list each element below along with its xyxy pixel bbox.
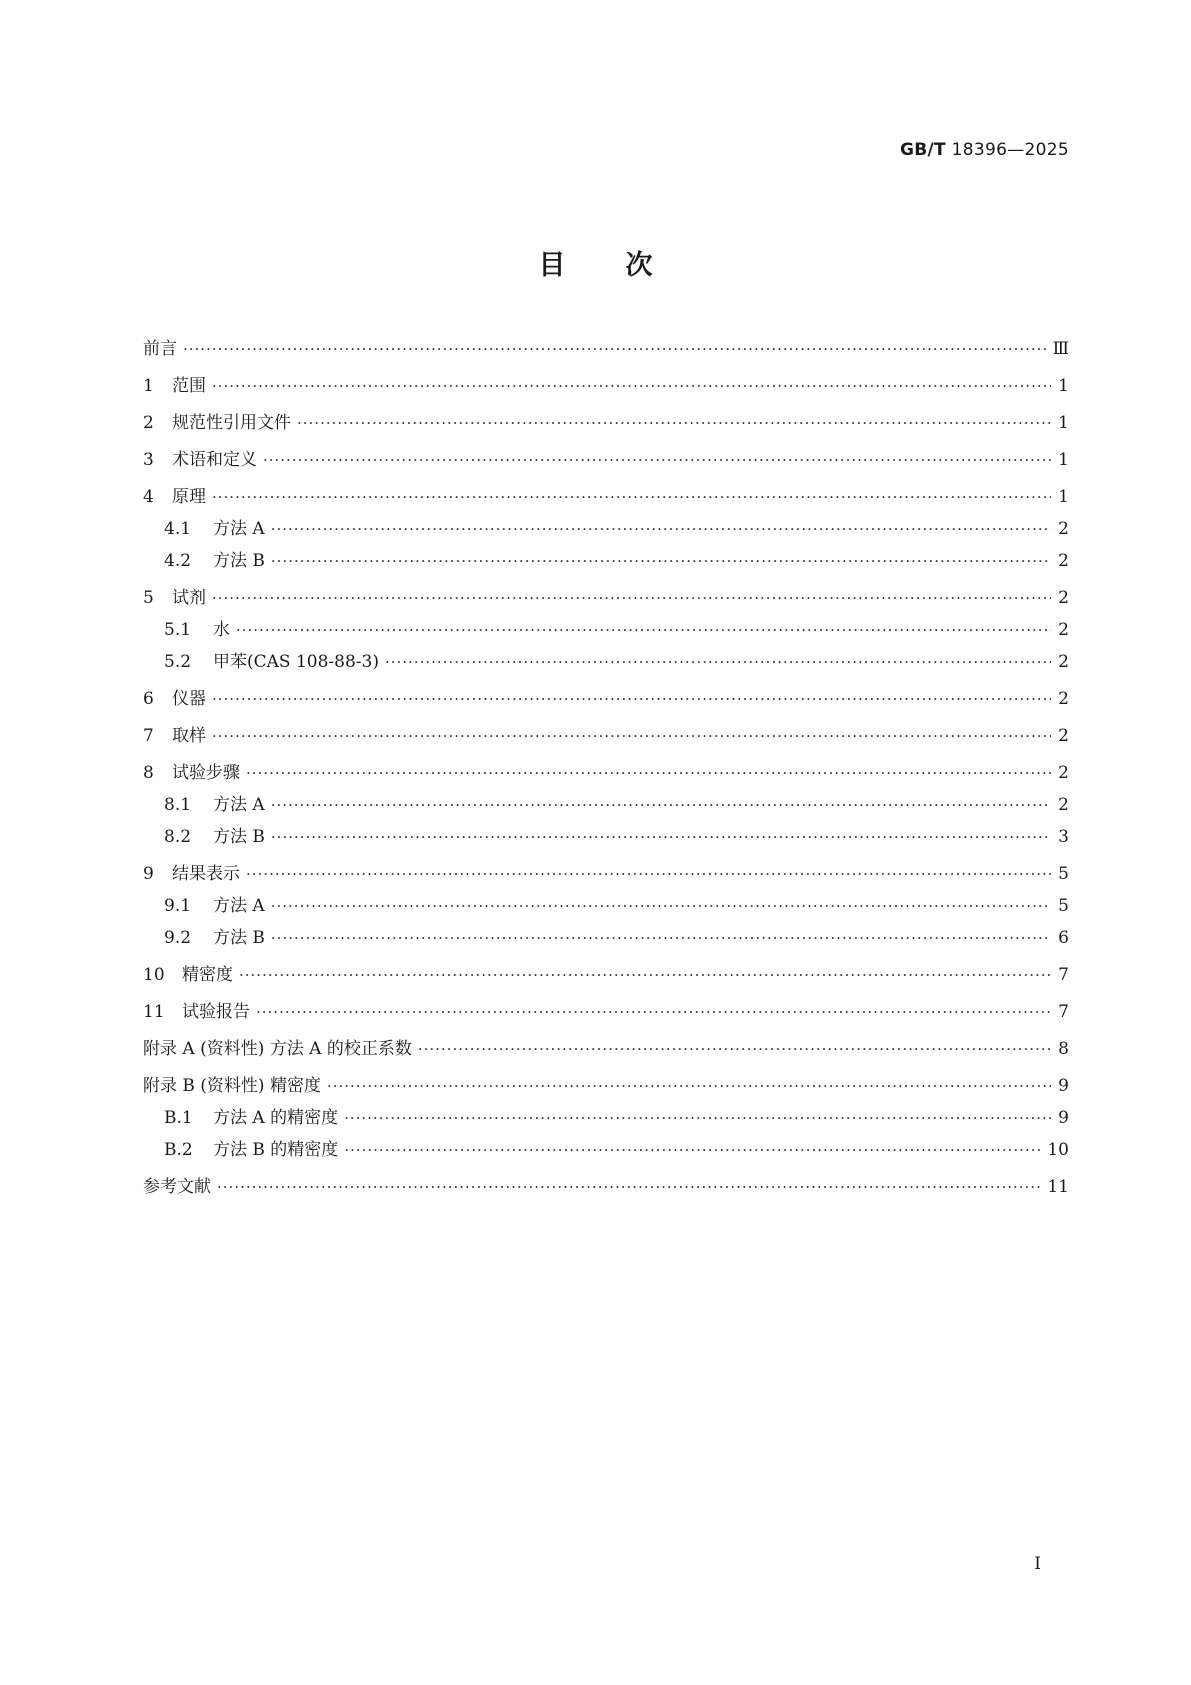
toc-entry[interactable] [143,550,1069,572]
toc-entry-page: 2 [1058,519,1069,539]
toc-entry-page: 3 [1058,827,1069,847]
toc-entry-page: 1 [1058,376,1069,396]
toc-entry-text: 甲苯(CAS 108-88-3) [213,652,379,672]
toc-entry-page: 10 [1047,1140,1069,1160]
toc-entry[interactable] [143,338,1069,360]
toc-entry[interactable] [143,518,1069,540]
standard-number: 18396—2025 [951,140,1069,160]
toc-entry-label [143,651,379,673]
toc-entry-label [143,895,265,917]
toc-entry-page: 9 [1058,1108,1069,1128]
dot-leader [212,587,1051,609]
toc-entry-text: 方法 A 的精密度 [213,1108,339,1128]
toc-entry-page: 2 [1058,620,1069,640]
toc-entry-label [143,412,291,434]
dot-leader [297,412,1051,434]
toc-entry-label [143,927,265,949]
toc-entry-text: 仪器 [172,689,206,709]
toc-entry-text: 方法 B 的精密度 [213,1140,339,1160]
toc-entry-page: 2 [1058,652,1069,672]
dot-leader [263,449,1051,471]
dot-leader [212,375,1051,397]
toc-entry-label [143,338,177,360]
dot-leader [212,688,1051,710]
toc-entry-text: 前言 [143,339,177,359]
toc-entry-label [143,964,233,986]
toc-entry[interactable] [143,375,1069,397]
toc-entry-page: 1 [1058,413,1069,433]
toc-entry-text: 试验步骤 [172,763,240,783]
standard-code [900,140,1069,160]
toc-entry-label [143,1038,412,1060]
toc-entry-label [143,688,206,710]
toc-entry-label [143,518,265,540]
toc-entry-number: B.2 [164,1140,193,1160]
toc-entry-text: 方法 B [213,928,265,948]
toc-entry-text: 试验报告 [182,1002,250,1022]
toc-entry[interactable] [143,651,1069,673]
toc-entry-text: 附录 B (资料性) 精密度 [143,1076,321,1096]
dot-leader [271,895,1051,917]
toc-entry-number: 9.2 [164,928,192,948]
toc-entry-page: 1 [1058,450,1069,470]
toc-entry[interactable] [143,826,1069,848]
toc-entry-text: 规范性引用文件 [172,413,291,433]
toc-entry-number: 5.2 [164,652,192,672]
toc-entry-page: 2 [1058,795,1069,815]
toc-entry-label [143,725,206,747]
dot-leader [212,486,1051,508]
toc-entry-label [143,762,240,784]
dot-leader [246,762,1051,784]
toc-entry-text: 附录 A (资料性) 方法 A 的校正系数 [143,1039,412,1059]
toc-entry-label [143,587,206,609]
dot-leader [327,1075,1051,1097]
toc-entry-number: 5 [143,588,154,608]
dot-leader [239,964,1051,986]
toc-entry[interactable] [143,412,1069,434]
toc-entry-number: 4 [143,487,154,507]
toc-entry-text: 水 [213,620,230,640]
dot-leader [385,651,1051,673]
toc-entry[interactable] [143,587,1069,609]
toc-entry-label [143,1139,338,1161]
toc-entry[interactable] [143,927,1069,949]
standard-prefix: GB/T [900,140,946,160]
dot-leader [418,1038,1051,1060]
toc-entry-number: 6 [143,689,154,709]
toc-entry[interactable] [143,794,1069,816]
table-of-contents [143,338,1069,1198]
toc-entry[interactable] [143,725,1069,747]
toc-entry-text: 方法 A [213,795,265,815]
toc-entry-label [143,863,240,885]
toc-entry-page: 2 [1058,689,1069,709]
toc-entry-number: 10 [143,965,165,985]
toc-entry[interactable] [143,486,1069,508]
toc-entry-number: 5.1 [164,620,192,640]
toc-entry-number: 9.1 [164,896,192,916]
dot-leader [271,794,1051,816]
toc-entry-page: 6 [1058,928,1069,948]
toc-entry-page: Ⅲ [1052,339,1069,359]
toc-entry[interactable] [143,688,1069,710]
dot-leader [246,863,1051,885]
dot-leader [271,550,1051,572]
toc-entry-label [143,1176,211,1198]
toc-entry[interactable] [143,762,1069,784]
toc-entry-number: 8.1 [164,795,192,815]
toc-entry-text: 方法 A [213,519,265,539]
toc-entry-page: 2 [1058,763,1069,783]
toc-entry-text: 方法 B [213,551,265,571]
toc-entry-label [143,826,265,848]
toc-entry-label [143,449,257,471]
toc-entry-text: 范围 [172,376,206,396]
toc-entry-page: 5 [1058,896,1069,916]
toc-entry-label [143,550,265,572]
toc-entry-page: 2 [1058,726,1069,746]
toc-entry-label [143,375,206,397]
toc-entry-text: 方法 A [213,896,265,916]
toc-entry-number: 8 [143,763,154,783]
page-number: I [1034,1554,1041,1574]
toc-entry[interactable] [143,1038,1069,1060]
dot-leader [236,619,1051,641]
toc-entry-number: 9 [143,864,154,884]
toc-entry-text: 试剂 [172,588,206,608]
dot-leader [271,927,1051,949]
toc-entry-page: 2 [1058,551,1069,571]
toc-entry-label [143,619,230,641]
toc-entry-page: 8 [1058,1039,1069,1059]
toc-entry-text: 精密度 [182,965,233,985]
toc-entry[interactable] [143,1001,1069,1023]
toc-entry-page: 2 [1058,588,1069,608]
toc-entry-text: 参考文献 [143,1177,211,1197]
toc-entry-label [143,1075,321,1097]
toc-entry-page: 7 [1058,1002,1069,1022]
toc-entry-label [143,794,265,816]
toc-entry-number: 3 [143,450,154,470]
dot-leader [271,518,1051,540]
toc-entry-text: 取样 [172,726,206,746]
toc-entry-text: 结果表示 [172,864,240,884]
toc-entry-page: 9 [1058,1076,1069,1096]
toc-entry-label [143,1107,338,1129]
toc-entry-text: 术语和定义 [172,450,257,470]
toc-entry-number: B.1 [164,1108,193,1128]
dot-leader [212,725,1051,747]
toc-entry[interactable] [143,1075,1069,1097]
toc-entry-text: 方法 B [213,827,265,847]
toc-entry[interactable] [143,863,1069,885]
toc-entry-number: 7 [143,726,154,746]
toc-entry-number: 11 [143,1002,165,1022]
toc-entry[interactable] [143,619,1069,641]
toc-entry-label [143,486,206,508]
toc-entry-number: 4.2 [164,551,192,571]
dot-leader [256,1001,1051,1023]
toc-entry-label [143,1001,250,1023]
toc-entry-number: 4.1 [164,519,192,539]
toc-entry-number: 2 [143,413,154,433]
dot-leader [217,1176,1041,1198]
toc-entry-number: 8.2 [164,827,192,847]
toc-entry[interactable] [143,964,1069,986]
toc-entry-number: 1 [143,376,154,396]
toc-entry[interactable] [143,449,1069,471]
toc-entry-page: 7 [1058,965,1069,985]
toc-entry-page: 11 [1047,1177,1069,1197]
toc-entry[interactable] [143,1176,1069,1198]
toc-entry-page: 1 [1058,487,1069,507]
dot-leader [344,1107,1051,1129]
toc-entry[interactable] [143,1107,1069,1129]
dot-leader [344,1139,1041,1161]
toc-entry[interactable] [143,895,1069,917]
page-title: 目次 [538,250,713,281]
toc-entry-page: 5 [1058,864,1069,884]
dot-leader [183,338,1047,360]
toc-entry[interactable] [143,1139,1069,1161]
toc-entry-text: 原理 [172,487,206,507]
dot-leader [271,826,1051,848]
